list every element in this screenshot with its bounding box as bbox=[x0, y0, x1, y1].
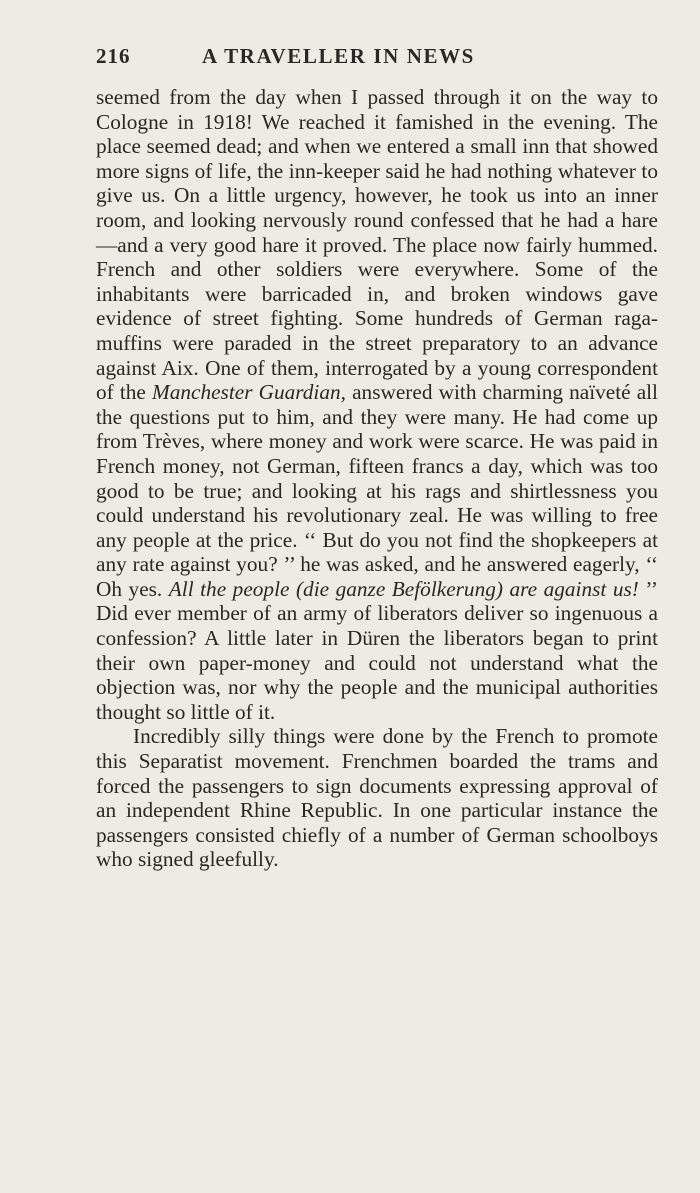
text-segment: ’’ Did ever member of an army of liberators deliver so ingenuous a confession? A little later in Düren the liberators began to print their own paper-money and could not understand what the objection was, nor why the people and the municipal authorities thought so little of it. bbox=[96, 576, 658, 724]
running-head bbox=[96, 40, 658, 74]
italic-quotation: All the people (die ganze Befölkerung) are against us! bbox=[168, 576, 639, 601]
text-segment: answered with charming naïveté all the questions put to him, and they were many. He had come up from Trèves, where money and work were scarce. He was paid in French money, not German, fifteen francs a day, which was too good to be true; and looking at his rags and shirtlessness you could understand his revolutionary zeal. He was willing to free any people at the price. ‘‘ But do you not find the shopkeepers at any rate against you? ’’ he was asked, and he answered eagerly, ‘‘ Oh yes. bbox=[96, 380, 658, 601]
book-title: A TRAVELLER IN NEWS bbox=[202, 44, 475, 68]
text-segment: Incredibly silly things were done by the French to promote this Separatist movement. Frenchmen boarded the trams and forced the passengers to sign documents expressing approval of an independent Rhine Republic. In one particular instance the passengers consisted chiefly of a number of German schoolboys who signed gleefully. bbox=[96, 724, 658, 872]
italic-newspaper-title: Manchester Guardian, bbox=[151, 380, 346, 405]
body-text bbox=[96, 85, 658, 872]
book-page bbox=[96, 40, 658, 872]
page-number: 216 bbox=[96, 44, 131, 68]
paragraph-2 bbox=[96, 724, 658, 872]
text-segment: seemed from the day when I passed through it on the way to Cologne in 1918! We reached it famished in the evening. The place seemed dead; and when we entered a small inn that showed more signs of life, the inn-keeper said he had nothing whatever to give us. On a little urgency, however, he took us into an inner room, and looking nervously round confessed that he had a hare—and a very good hare it proved. The place now fairly hummed. French and other soldiers were everywhere. Some of the inhabitants were barricaded in, and broken windows gave evidence of street fighting. Some hundreds of German ragamuffins were paraded in the street preparatory to an advance against Aix. One of them, interrogated by a young correspondent of the bbox=[96, 85, 658, 405]
paragraph-1 bbox=[96, 85, 658, 724]
